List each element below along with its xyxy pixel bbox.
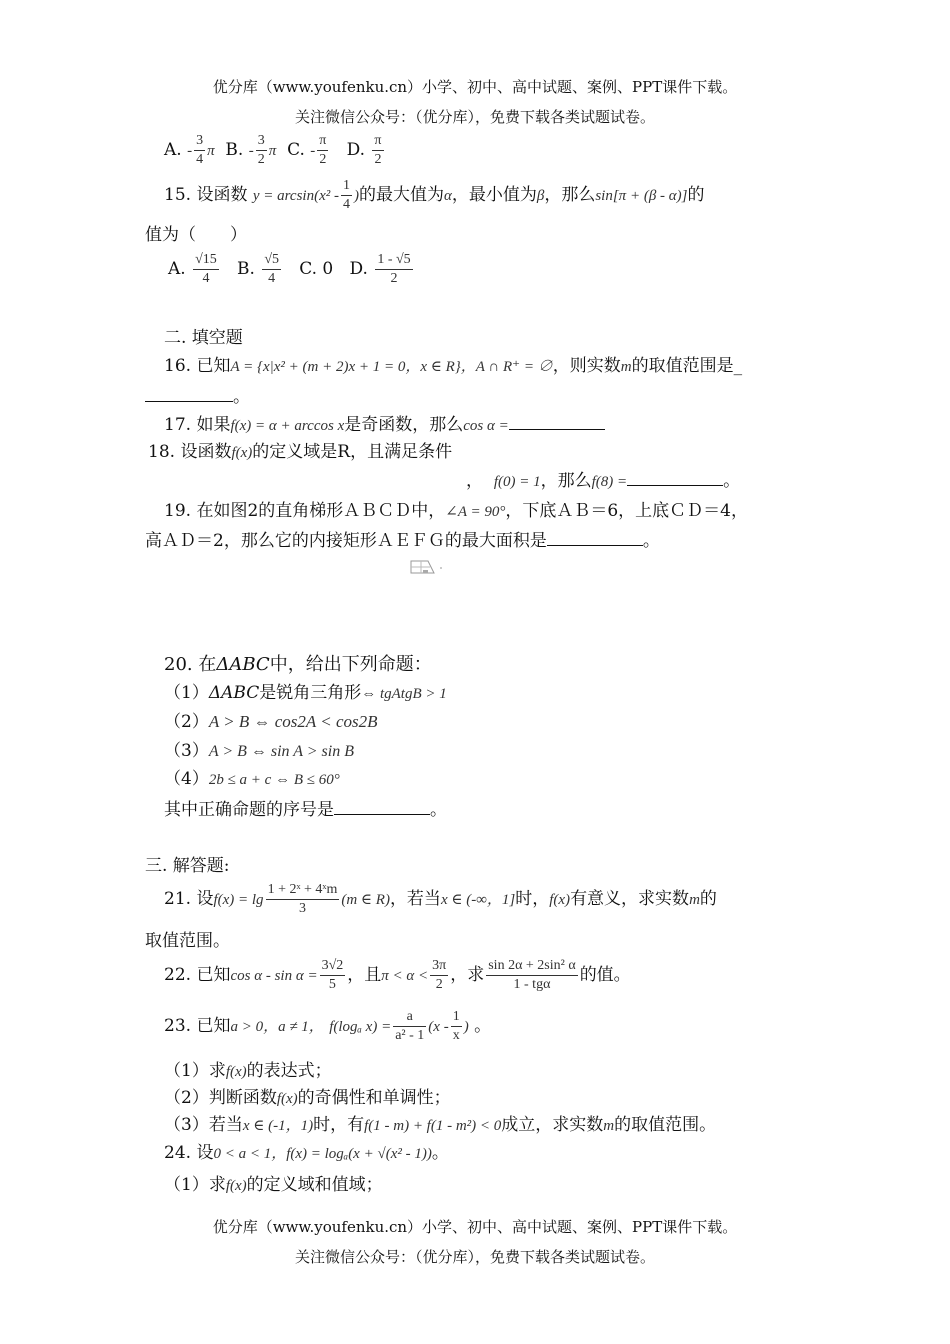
q23-stem: 23. 已知a > 0，a ≠ 1， f(logₐ x) = $\frac{a}{\text{a² - 1}}$ (x - $\frac{1}{x}$ ) 。 xyxy=(164,1009,492,1043)
q19-line2: 高ＡＤ＝2，那么它的内接矩形ＡＥＦＧ的最大面积是 。 xyxy=(145,531,660,551)
q20-answer-blank[interactable] xyxy=(334,798,430,815)
q21-line2: 取值范围。 xyxy=(145,931,230,951)
q19-stem: 19. 在如图2的直角梯形ＡＢＣＤ中，∠A = 90°，下底ＡＢ＝6，上底ＣＤ＝4， xyxy=(164,501,748,521)
q17-answer-blank[interactable] xyxy=(509,413,605,430)
q14-options: A. - $\frac{3}{4}$ π B. - $\frac{3}{2}$ π C. - $\frac{\pi}{2}$ D. $\frac{\pi}{2}$ xyxy=(164,133,382,167)
q20-item-2: （2）A > B ⇔ cos2A < cos2B xyxy=(164,712,378,732)
q15-line2: 值为（ ） xyxy=(145,225,247,245)
q20-item-4: （4）2b ≤ a + c ⇔ B ≤ 60° xyxy=(164,769,340,789)
q18-line2: ， f(0) = 1，那么f(8) = 。 xyxy=(466,471,741,491)
q18-stem: 18. 设函数f(x)的定义域是R，且满足条件 xyxy=(148,442,453,462)
section-solutions: 三. 解答题: xyxy=(145,856,230,876)
q24-stem: 24. 设0 < a < 1，f(x) = logₐ(x + √(x² - 1))。 xyxy=(164,1143,449,1163)
q23-item-1: （1）求f(x)的表达式； xyxy=(164,1061,332,1081)
q16-line2: 。 xyxy=(145,385,250,408)
header-line-2: 关注微信公众号：（优分库），免费下载各类试题试卷。 xyxy=(294,108,655,126)
q23-item-3: （3）若当x ∈ (-1，1)时，有f(1 - m) + f(1 - m²) < 0成立，求实数m的取值范围。 xyxy=(164,1115,717,1135)
q16-answer-blank[interactable] xyxy=(145,385,233,402)
section-fill-in: 二. 填空题 xyxy=(164,328,243,348)
q15-stem: 15. 设函数 y = arcsin(x² - $\frac{1}{4}$ )的最大值为α，最小值为β，那么sin[π + (β - α)]的 xyxy=(164,178,705,212)
q17: 17. 如果f(x) = α + arccos x是奇函数，那么cos α = xyxy=(164,413,605,437)
q16-stem: 16. 已知A = {x|x² + (m + 2)x + 1 = 0，x ∈ R}，A ∩ R⁺ = ∅，则实数m的取值范围是_ xyxy=(164,356,743,376)
q20-item-3: （3）A > B ⇔ sin A > sin B xyxy=(164,741,354,761)
q22: 22. 已知cos α - sin α = $\frac{3√2}{5}$ ，且π < α < $\frac{3\pi}{2}$ ，求 $\frac{\text{sin 2α + 2sin² α}}{\text{1 - tgα}}$ 的值。 xyxy=(164,958,631,992)
footer-line-2: 关注微信公众号：（优分库），免费下载各类试题试卷。 xyxy=(294,1248,655,1266)
q20-stem: 20. 在ΔABC中，给出下列命题： xyxy=(164,654,432,675)
footer-line-1: 优分库（www.youfenku.cn）小学、初中、高中试题、案例、PPT课件下载。 xyxy=(212,1218,738,1236)
q19-answer-blank[interactable] xyxy=(547,529,643,546)
figure-2-trapezoid xyxy=(408,555,444,577)
header-line-1: 优分库（www.youfenku.cn）小学、初中、高中试题、案例、PPT课件下载。 xyxy=(212,78,738,96)
q24-item-1: （1）求f(x)的定义域和值域； xyxy=(164,1175,383,1195)
q15-options: A. $\frac{√15}{4}$ B. $\frac{√5}{4}$ C. 0 D. $\frac{1 - √5}{2}$ xyxy=(168,252,411,286)
q20-item-1: （1）ΔABC是锐角三角形⇔ tgAtgB > 1 xyxy=(164,683,447,703)
q21-stem: 21. 设f(x) = lg $\frac{\text{1 + 2ˣ + 4ˣm}}{3}$ (m ∈ R)，若当x ∈ (-∞，1]时，f(x)有意义，求实数m的 xyxy=(164,882,717,916)
q20-tail: 其中正确命题的序号是 。 xyxy=(164,800,447,820)
q23-item-2: （2）判断函数f(x)的奇偶性和单调性； xyxy=(164,1088,451,1108)
q18-answer-blank[interactable] xyxy=(627,469,723,486)
